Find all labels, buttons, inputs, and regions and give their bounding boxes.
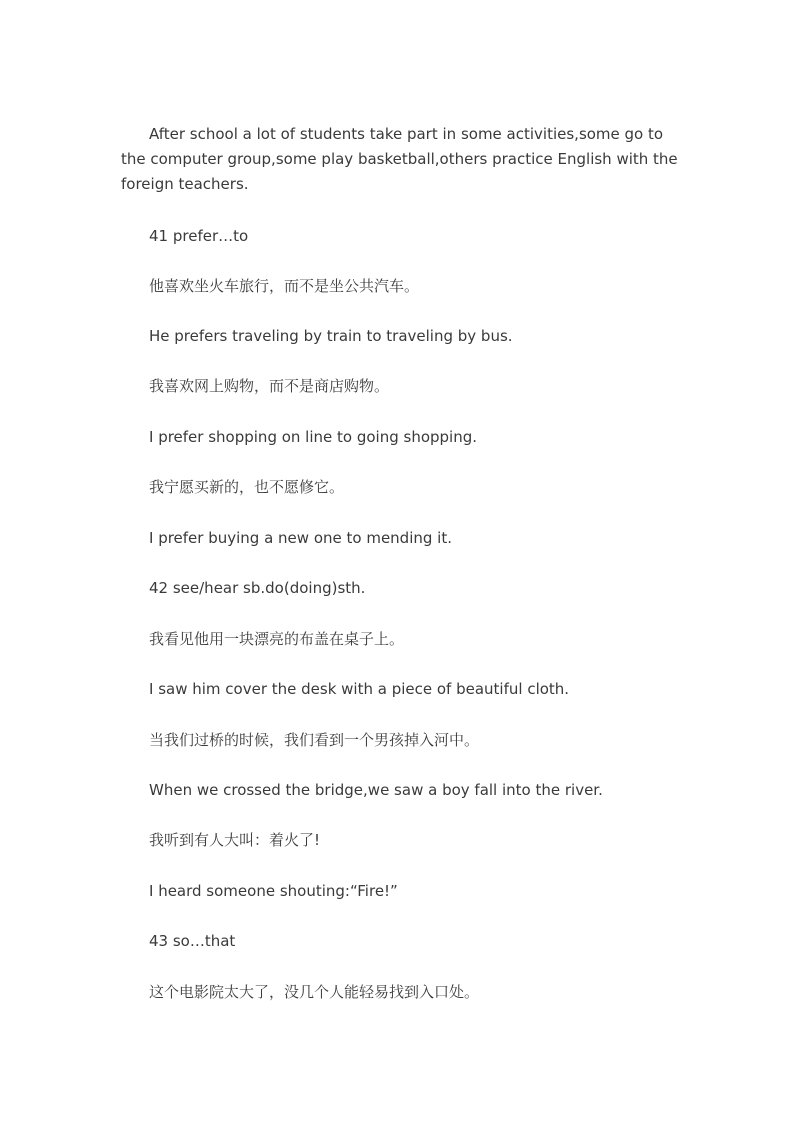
example-english: He prefers traveling by train to traveling by bus. [149, 327, 513, 345]
section-heading-43: 43 so…that [149, 932, 236, 950]
intro-paragraph: After school a lot of students take part in some activities,some go to the computer group,some play basketball,others practice English with the foreign teachers. [121, 125, 678, 193]
example-chinese: 我听到有人大叫：着火了! [149, 831, 321, 849]
section-heading-41: 41 prefer…to [149, 227, 249, 245]
example-english: I heard someone shouting:“Fire!” [149, 882, 398, 900]
example-chinese: 我喜欢网上购物，而不是商店购物。 [149, 377, 390, 395]
example-chinese: 他喜欢坐火车旅行，而不是坐公共汽车。 [149, 277, 420, 295]
example-english: I prefer shopping on line to going shopping. [149, 428, 478, 446]
section-heading-42: 42 see/hear sb.do(doing)sth. [149, 579, 366, 597]
example-chinese: 我宁愿买新的，也不愿修它。 [149, 478, 345, 496]
example-english: I saw him cover the desk with a piece of beautiful cloth. [149, 680, 570, 698]
example-english: When we crossed the bridge,we saw a boy fall into the river. [149, 781, 603, 799]
example-chinese: 当我们过桥的时候，我们看到一个男孩掉入河中。 [149, 731, 480, 749]
example-chinese: 我看见他用一块漂亮的布盖在桌子上。 [149, 630, 405, 648]
example-english: I prefer buying a new one to mending it. [149, 529, 452, 547]
example-chinese: 这个电影院太大了，没几个人能轻易找到入口处。 [149, 983, 480, 1001]
